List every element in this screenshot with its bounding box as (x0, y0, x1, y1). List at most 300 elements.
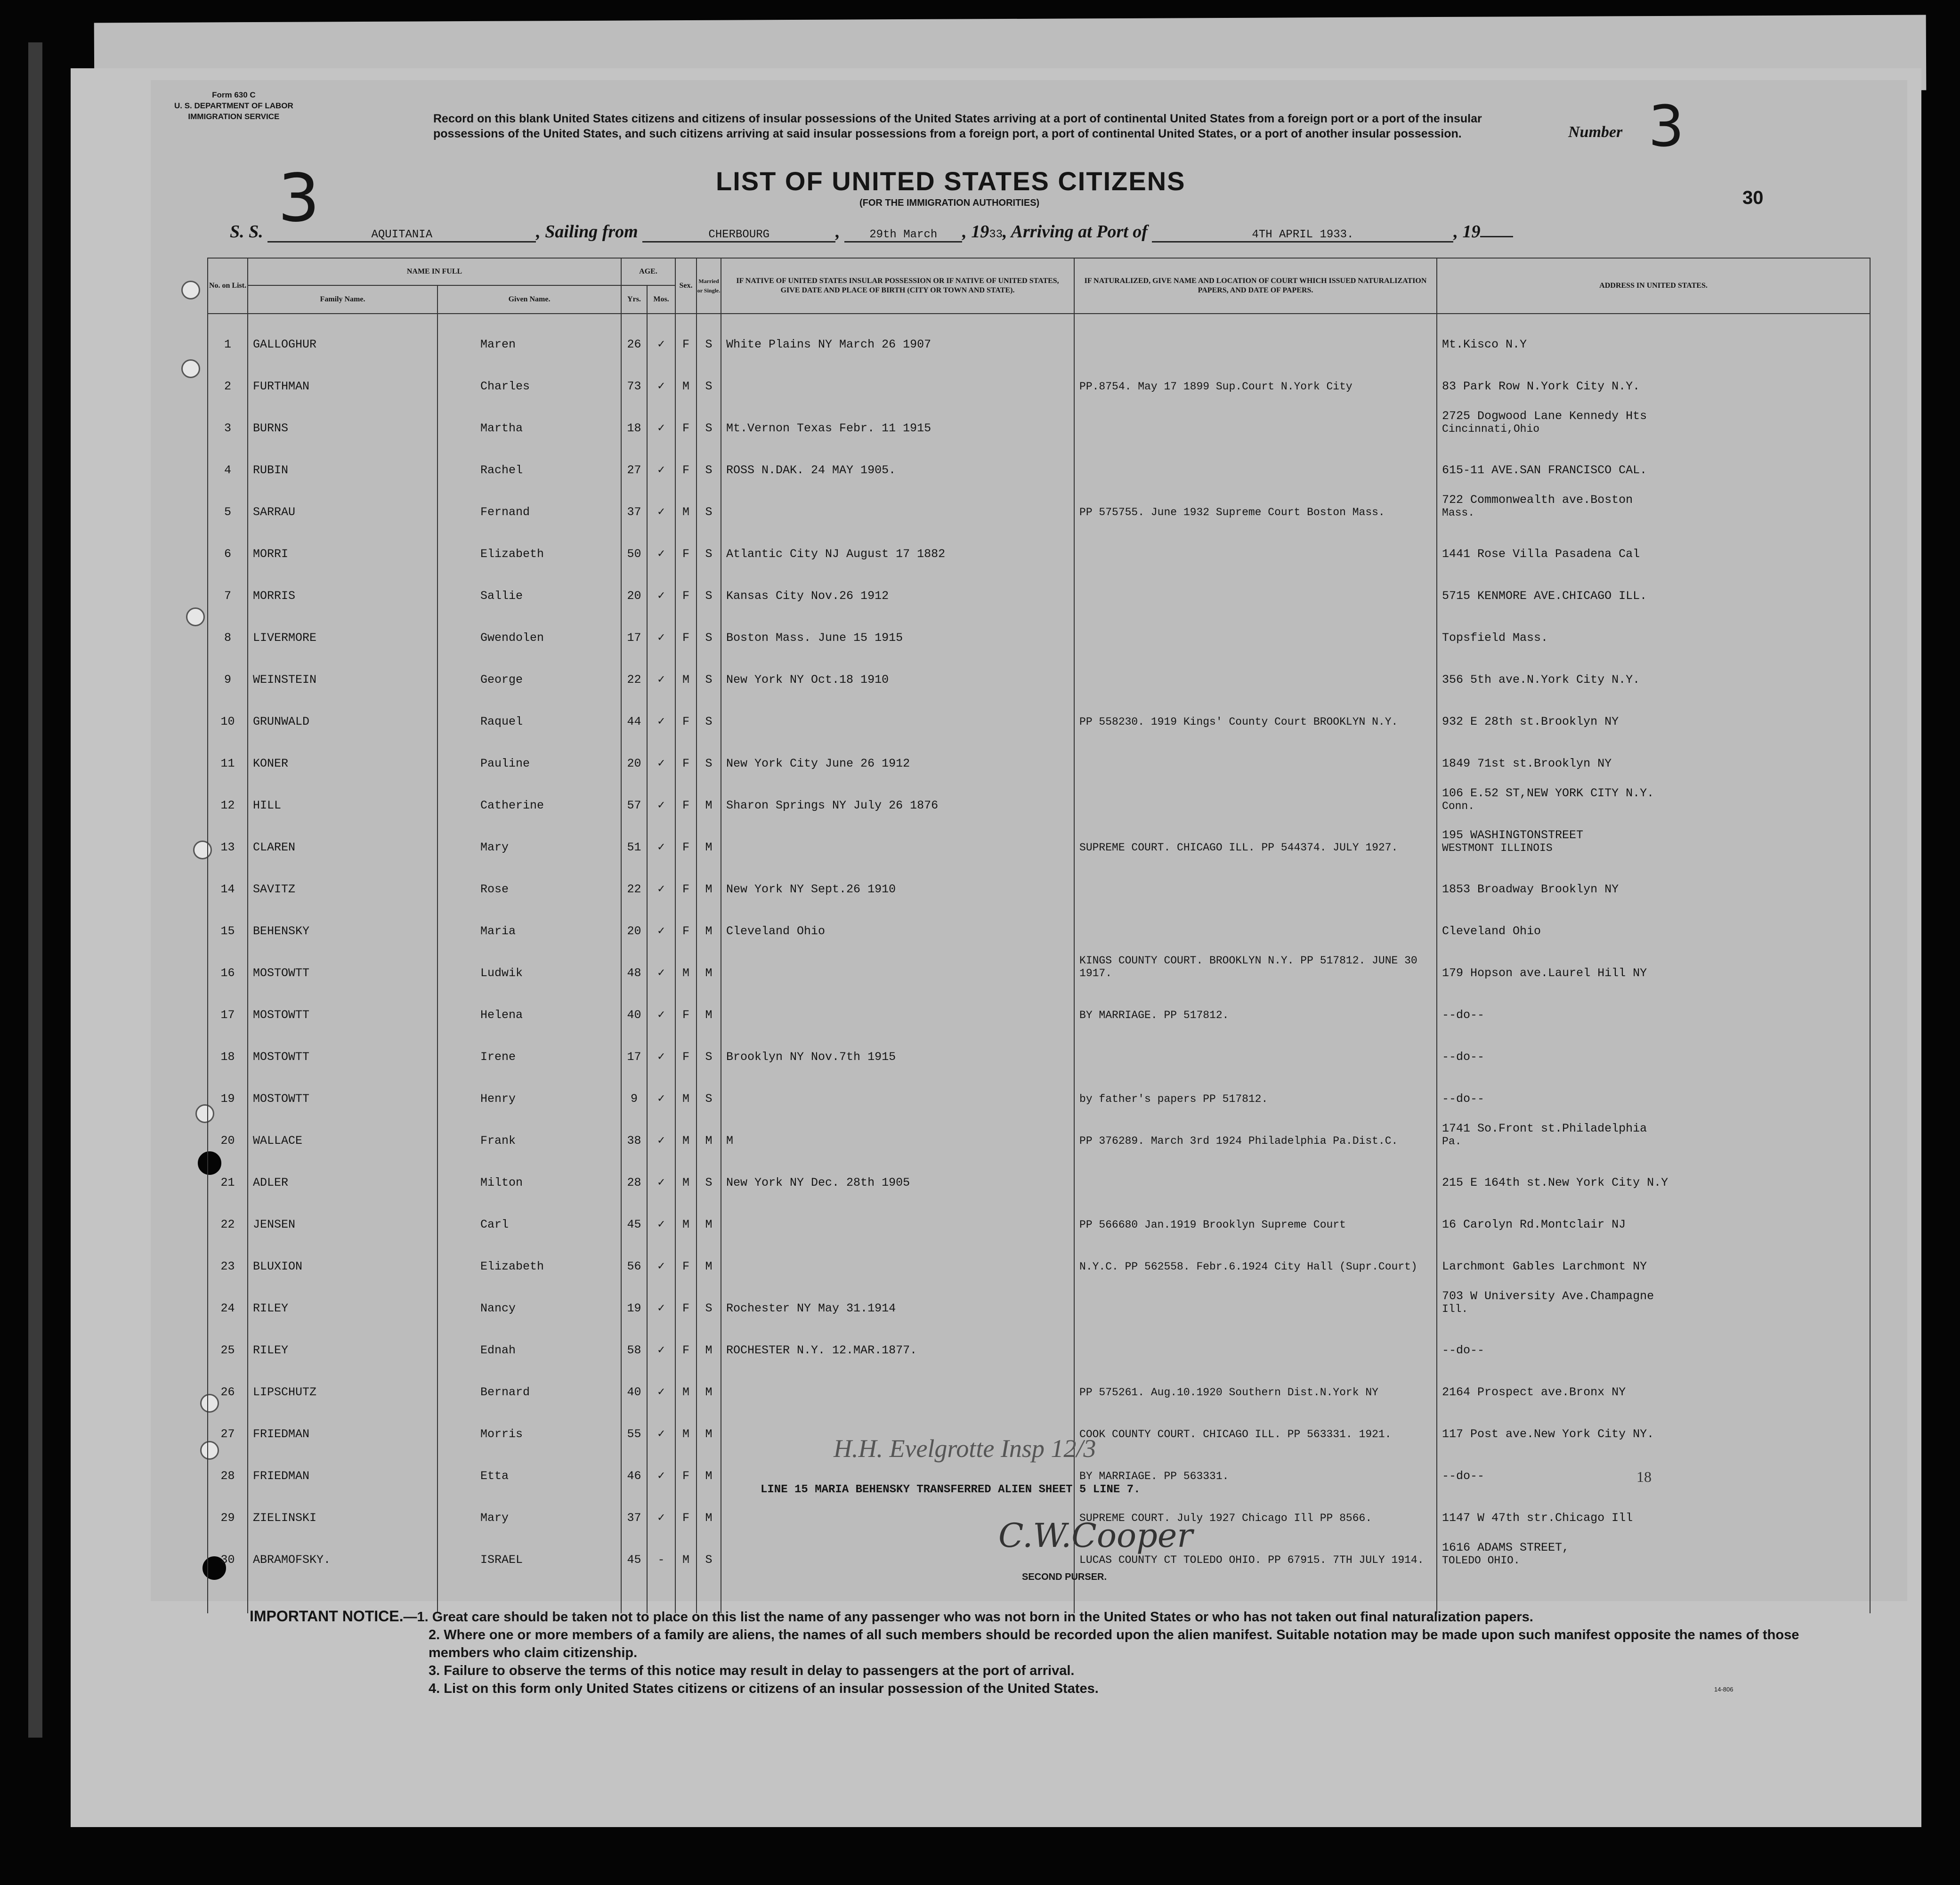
age-years-text: 56 (627, 1260, 641, 1273)
sex-text: M (682, 966, 690, 980)
sex (675, 817, 697, 859)
handwritten-mark: 3 (278, 160, 320, 237)
age-years (621, 607, 647, 649)
age-years-text: 45 (627, 1218, 641, 1231)
table-row (208, 817, 1870, 859)
naturalization-info-text: COOK COUNTY COURT. CHICAGO ILL. PP 563331. 1921. (1079, 1428, 1392, 1440)
sex-text: F (682, 631, 690, 645)
birth-info (721, 398, 1074, 440)
given-name-text: Elizabeth (480, 1260, 544, 1273)
passenger-table (207, 258, 1871, 1613)
age-years (621, 1488, 647, 1529)
sex-text: F (682, 1260, 690, 1273)
sex-text: F (682, 924, 690, 938)
row-number-text: 26 (220, 1385, 235, 1399)
row-number (208, 607, 248, 649)
age-months (647, 901, 675, 943)
naturalization-info (1074, 817, 1437, 859)
given-name-text: Fernand (480, 505, 530, 519)
marital-status (697, 1236, 721, 1278)
table-row (208, 1110, 1870, 1152)
birth-info-text: Brooklyn NY Nov.7th 1915 (726, 1050, 896, 1064)
marital-status (697, 1529, 721, 1571)
birth-info (721, 1068, 1074, 1110)
given-name (437, 1529, 621, 1571)
row-number-text: 18 (220, 1050, 235, 1064)
age-years-text: 46 (627, 1469, 641, 1483)
family-name (248, 1027, 437, 1068)
address-text: 83 Park Row N.York City N.Y. (1442, 380, 1640, 393)
address-text: --do-- (1442, 1469, 1485, 1483)
table-row (208, 1362, 1870, 1404)
given-name (437, 524, 621, 566)
sex-text: F (682, 1008, 690, 1022)
row-number (208, 859, 248, 901)
family-name-text: MOSTOWTT (253, 1050, 310, 1064)
marital-status (697, 1027, 721, 1068)
address (1437, 482, 1870, 524)
birth-info (721, 1027, 1074, 1068)
naturalization-info-text: SUPREME COURT. CHICAGO ILL. PP 544374. JULY 1927. (1079, 841, 1398, 854)
age-months-text: ✓ (657, 1134, 665, 1148)
family-name-text: BLUXION (253, 1260, 303, 1273)
row-number (208, 1529, 248, 1571)
address (1437, 1236, 1870, 1278)
marital-status-text: M (705, 1385, 713, 1399)
sex-text: F (682, 799, 690, 812)
row-number (208, 482, 248, 524)
given-name-text: Frank (480, 1134, 516, 1148)
sex (675, 1236, 697, 1278)
marital-status-text: S (705, 715, 713, 728)
marital-status (697, 356, 721, 398)
naturalization-info-text: PP 558230. 1919 Kings' County Court BROOKLYN N.Y. (1079, 716, 1398, 728)
age-years (621, 1404, 647, 1446)
family-name-text: ADLER (253, 1176, 289, 1189)
birth-info (721, 817, 1074, 859)
address-line2: Cincinnati,Ohio (1442, 423, 1540, 435)
table-row (208, 398, 1870, 440)
given-name-text: Bernard (480, 1385, 530, 1399)
sailing-date: 29th March (844, 228, 962, 243)
marital-status (697, 817, 721, 859)
family-name (248, 1529, 437, 1571)
header-marital: Married or Single. (697, 258, 721, 314)
table-row (208, 775, 1870, 817)
row-number (208, 691, 248, 733)
address-line2: WESTMONT ILLINOIS (1442, 842, 1553, 854)
given-name-text: Maren (480, 338, 516, 351)
address (1437, 733, 1870, 775)
address-text: 2725 Dogwood Lane Kennedy Hts (1442, 409, 1647, 423)
address (1437, 691, 1870, 733)
age-months (647, 314, 675, 356)
naturalization-info-text: by father's papers PP 517812. (1079, 1093, 1268, 1105)
sailing-port: CHERBOURG (642, 228, 835, 243)
address (1437, 1320, 1870, 1362)
address (1437, 1068, 1870, 1110)
naturalization-info-text: PP.8754. May 17 1899 Sup.Court N.York City (1079, 380, 1353, 393)
family-name-text: RILEY (253, 1302, 289, 1315)
given-name (437, 691, 621, 733)
age-months-text: ✓ (657, 1176, 665, 1189)
family-name (248, 524, 437, 566)
birth-info (721, 943, 1074, 985)
age-years-text: 9 (630, 1092, 638, 1106)
address-text: 615-11 AVE.SAN FRANCISCO CAL. (1442, 463, 1647, 477)
address-text: Larchmont Gables Larchmont NY (1442, 1260, 1647, 1273)
age-years (621, 1236, 647, 1278)
given-name (437, 1404, 621, 1446)
age-years (621, 1278, 647, 1320)
address (1437, 1404, 1870, 1446)
row-number-text: 21 (220, 1176, 235, 1189)
row-number (208, 1027, 248, 1068)
naturalization-info (1074, 1362, 1437, 1404)
family-name-text: JENSEN (253, 1218, 296, 1231)
row-number (208, 985, 248, 1027)
table-row (208, 1027, 1870, 1068)
sex (675, 943, 697, 985)
birth-info (721, 566, 1074, 607)
birth-info (721, 985, 1074, 1027)
age-months-text: ✓ (657, 463, 665, 477)
age-years (621, 649, 647, 691)
family-name-text: SAVITZ (253, 882, 296, 896)
header-naturalized: IF NATURALIZED, GIVE NAME AND LOCATION OF COURT WHICH ISSUED NATURALIZATION PAPERS, AND DATE OF PAPERS. (1074, 258, 1437, 314)
given-name (437, 1068, 621, 1110)
marital-status (697, 1110, 721, 1152)
marital-status (697, 1278, 721, 1320)
age-years (621, 314, 647, 356)
address-text: 1853 Broadway Brooklyn NY (1442, 882, 1619, 896)
birth-info-text: Sharon Springs NY July 26 1876 (726, 799, 939, 812)
age-months-text: ✓ (657, 1343, 665, 1357)
sex (675, 440, 697, 482)
birth-info (721, 1110, 1074, 1152)
age-years (621, 1446, 647, 1488)
sex (675, 1529, 697, 1571)
record-note: Record on this blank United States citizens and citizens of insular possessions of the United States arriving at a port of continental United States from a foreign port or a port of the insular possessions of the United States, and such citizens arriving at said insular possessions from a foreign port, a port of continental United States, or a port of another insular possession. (433, 112, 1482, 140)
age-months-text: ✓ (657, 380, 665, 393)
sex-text: F (682, 1050, 690, 1064)
marital-status-text: S (705, 1553, 713, 1567)
given-name-text: George (480, 673, 523, 687)
marital-status-text: M (705, 799, 713, 812)
age-years-text: 55 (627, 1427, 641, 1441)
form-department: U. S. DEPARTMENT OF LABOR (174, 101, 293, 110)
given-name (437, 356, 621, 398)
given-name-text: Gwendolen (480, 631, 544, 645)
birth-info-text: Atlantic City NJ August 17 1882 (726, 547, 946, 561)
naturalization-info (1074, 1278, 1437, 1320)
birth-info (721, 901, 1074, 943)
family-name-text: HILL (253, 799, 282, 812)
given-name (437, 1152, 621, 1194)
sex (675, 859, 697, 901)
age-years-text: 20 (627, 757, 641, 770)
given-name-text: Henry (480, 1092, 516, 1106)
row-number (208, 1320, 248, 1362)
ship-name: AQUITANIA (267, 228, 536, 243)
marital-status (697, 775, 721, 817)
address (1437, 607, 1870, 649)
family-name-text: WALLACE (253, 1134, 303, 1148)
birth-info-text: New York NY Dec. 28th 1905 (726, 1176, 910, 1189)
naturalization-info-text: BY MARRIAGE. PP 517812. (1079, 1009, 1229, 1021)
row-number-text: 4 (224, 463, 231, 477)
table-row (208, 566, 1870, 607)
family-name-text: MORRIS (253, 589, 296, 603)
row-number-text: 5 (224, 505, 231, 519)
given-name-text: Carl (480, 1218, 509, 1231)
age-months-text: ✓ (657, 547, 665, 561)
given-name-text: Raquel (480, 715, 523, 728)
age-years (621, 859, 647, 901)
naturalization-info-text: PP 376289. March 3rd 1924 Philadelphia Pa.Dist.C. (1079, 1135, 1398, 1147)
sex-text: F (682, 1302, 690, 1315)
marital-status (697, 607, 721, 649)
given-name (437, 943, 621, 985)
age-years-text: 48 (627, 966, 641, 980)
age-months (647, 1152, 675, 1194)
age-months (647, 691, 675, 733)
sex-text: F (682, 1511, 690, 1525)
sex (675, 1110, 697, 1152)
address-text: 1616 ADAMS STREET, (1442, 1541, 1570, 1554)
sex (675, 649, 697, 691)
age-years-text: 50 (627, 547, 641, 561)
naturalization-info (1074, 733, 1437, 775)
marital-status (697, 649, 721, 691)
marital-status (697, 1404, 721, 1446)
row-number-text: 11 (220, 757, 235, 770)
age-years-text: 17 (627, 631, 641, 645)
naturalization-info-text: LUCAS COUNTY CT TOLEDO OHIO. PP 67915. 7TH JULY 1914. (1079, 1554, 1424, 1566)
sex-text: M (682, 673, 690, 687)
family-name-text: BURNS (253, 421, 289, 435)
naturalization-info (1074, 775, 1437, 817)
age-years-text: 57 (627, 799, 641, 812)
family-name (248, 1362, 437, 1404)
age-months (647, 1488, 675, 1529)
age-years-text: 58 (627, 1343, 641, 1357)
birth-info-text: Cleveland Ohio (726, 924, 826, 938)
age-years-text: 20 (627, 589, 641, 603)
given-name (437, 1027, 621, 1068)
sex-text: M (682, 380, 690, 393)
age-years (621, 1362, 647, 1404)
birth-info-text: New York NY Sept.26 1910 (726, 882, 896, 896)
birth-info (721, 482, 1074, 524)
table-row (208, 859, 1870, 901)
address (1437, 985, 1870, 1027)
given-name (437, 733, 621, 775)
marital-status-text: S (705, 757, 713, 770)
marital-status-text: S (705, 463, 713, 477)
birth-info (721, 691, 1074, 733)
sex-text: F (682, 757, 690, 770)
address-text: 932 E 28th st.Brooklyn NY (1442, 715, 1619, 728)
age-months-text: - (657, 1553, 665, 1567)
table-row (208, 482, 1870, 524)
age-months-text: ✓ (657, 505, 665, 519)
row-number-text: 6 (224, 547, 231, 561)
marital-status (697, 1194, 721, 1236)
row-number (208, 1404, 248, 1446)
family-name-text: LIPSCHUTZ (253, 1385, 317, 1399)
address-text: 179 Hopson ave.Laurel Hill NY (1442, 966, 1647, 980)
address-line2: Conn. (1442, 800, 1475, 812)
marital-status-text: M (705, 1008, 713, 1022)
given-name (437, 566, 621, 607)
age-years (621, 985, 647, 1027)
row-number-text: 19 (220, 1092, 235, 1106)
family-name-text: FURTHMAN (253, 380, 310, 393)
age-months (647, 1068, 675, 1110)
address (1437, 1110, 1870, 1152)
address-text: --do-- (1442, 1092, 1485, 1106)
naturalization-info (1074, 859, 1437, 901)
age-years (621, 775, 647, 817)
row-number-text: 27 (220, 1427, 235, 1441)
age-months (647, 524, 675, 566)
row-number-text: 17 (220, 1008, 235, 1022)
age-years-text: 40 (627, 1008, 641, 1022)
naturalization-info (1074, 1152, 1437, 1194)
naturalization-info (1074, 607, 1437, 649)
address-text: Mt.Kisco N.Y (1442, 338, 1527, 351)
marital-status-text: S (705, 589, 713, 603)
row-number-text: 15 (220, 924, 235, 938)
naturalization-info (1074, 691, 1437, 733)
sex (675, 566, 697, 607)
family-name-text: LIVERMORE (253, 631, 317, 645)
marital-status-text: M (705, 966, 713, 980)
marital-status (697, 691, 721, 733)
sex (675, 356, 697, 398)
marital-status-text: M (705, 1134, 713, 1148)
address-text: 117 Post ave.New York City NY. (1442, 1427, 1654, 1441)
given-name (437, 901, 621, 943)
marital-status-text: S (705, 380, 713, 393)
address-line2: TOLEDO OHIO. (1442, 1554, 1520, 1567)
age-months-text: ✓ (657, 589, 665, 603)
given-name (437, 440, 621, 482)
marital-status-text: M (705, 1469, 713, 1483)
address-text: 2164 Prospect ave.Bronx NY (1442, 1385, 1626, 1399)
age-years (621, 1529, 647, 1571)
age-years (621, 1068, 647, 1110)
family-name-text: RUBIN (253, 463, 289, 477)
birth-info (721, 524, 1074, 566)
scanner-frame (28, 42, 42, 1738)
marital-status-text: S (705, 631, 713, 645)
address (1437, 1278, 1870, 1320)
table-row (208, 733, 1870, 775)
table-row (208, 649, 1870, 691)
marital-status (697, 482, 721, 524)
family-name (248, 1068, 437, 1110)
marital-status-text: S (705, 673, 713, 687)
sex (675, 1320, 697, 1362)
row-number (208, 440, 248, 482)
table-row (208, 691, 1870, 733)
given-name (437, 1320, 621, 1362)
page-number: 30 (1742, 187, 1764, 208)
row-number-text: 22 (220, 1218, 235, 1231)
age-months (647, 649, 675, 691)
age-months (647, 1446, 675, 1488)
age-years-text: 73 (627, 380, 641, 393)
family-name (248, 566, 437, 607)
address (1437, 1152, 1870, 1194)
family-name (248, 1110, 437, 1152)
age-months (647, 607, 675, 649)
age-months-text: ✓ (657, 841, 665, 854)
purser-signature: C.W.Cooper (998, 1516, 1193, 1555)
age-months-text: ✓ (657, 757, 665, 770)
family-name-text: WEINSTEIN (253, 673, 317, 687)
age-months-text: ✓ (657, 1092, 665, 1106)
address (1437, 943, 1870, 985)
family-name (248, 1320, 437, 1362)
marital-status-text: M (705, 841, 713, 854)
birth-info (721, 1362, 1074, 1404)
marital-status-text: M (705, 1343, 713, 1357)
age-months-text: ✓ (657, 421, 665, 435)
given-name (437, 1236, 621, 1278)
age-months (647, 985, 675, 1027)
address (1437, 566, 1870, 607)
address-line2: Mass. (1442, 507, 1475, 519)
notice-label: IMPORTANT NOTICE. (250, 1608, 404, 1625)
row-number (208, 524, 248, 566)
row-number-text: 16 (220, 966, 235, 980)
sex (675, 1152, 697, 1194)
age-years (621, 901, 647, 943)
age-years (621, 733, 647, 775)
marital-status (697, 1362, 721, 1404)
notice-item: 4. List on this form only United States citizens or citizens of an insular possession of the United States. (429, 1681, 1099, 1696)
sex (675, 1068, 697, 1110)
age-years-text: 40 (627, 1385, 641, 1399)
table-row (208, 901, 1870, 943)
naturalization-info (1074, 1320, 1437, 1362)
birth-info (721, 1320, 1074, 1362)
marital-status (697, 733, 721, 775)
header-address: ADDRESS IN UNITED STATES. (1437, 258, 1870, 314)
naturalization-info (1074, 1068, 1437, 1110)
sex-text: F (682, 882, 690, 896)
row-number (208, 817, 248, 859)
table-row (208, 524, 1870, 566)
row-number (208, 1278, 248, 1320)
address-text: 1849 71st st.Brooklyn NY (1442, 757, 1612, 770)
marital-status (697, 1320, 721, 1362)
given-name-text: Rose (480, 882, 509, 896)
age-years-text: 44 (627, 715, 641, 728)
notice-item: 2. Where one or more members of a family are aliens, the names of all such members should be recorded upon the alien manifest. Suitable notation may be made upon such manifest opposite the names of those members who claim citizenship. (429, 1627, 1799, 1660)
family-name-text: GRUNWALD (253, 715, 310, 728)
age-months-text: ✓ (657, 1218, 665, 1231)
naturalization-info (1074, 1236, 1437, 1278)
given-name (437, 398, 621, 440)
page-subtitle: (FOR THE IMMIGRATION AUTHORITIES) (859, 198, 1040, 208)
family-name (248, 607, 437, 649)
age-months-text: ✓ (657, 1302, 665, 1315)
given-name-text: Ludwik (480, 966, 523, 980)
